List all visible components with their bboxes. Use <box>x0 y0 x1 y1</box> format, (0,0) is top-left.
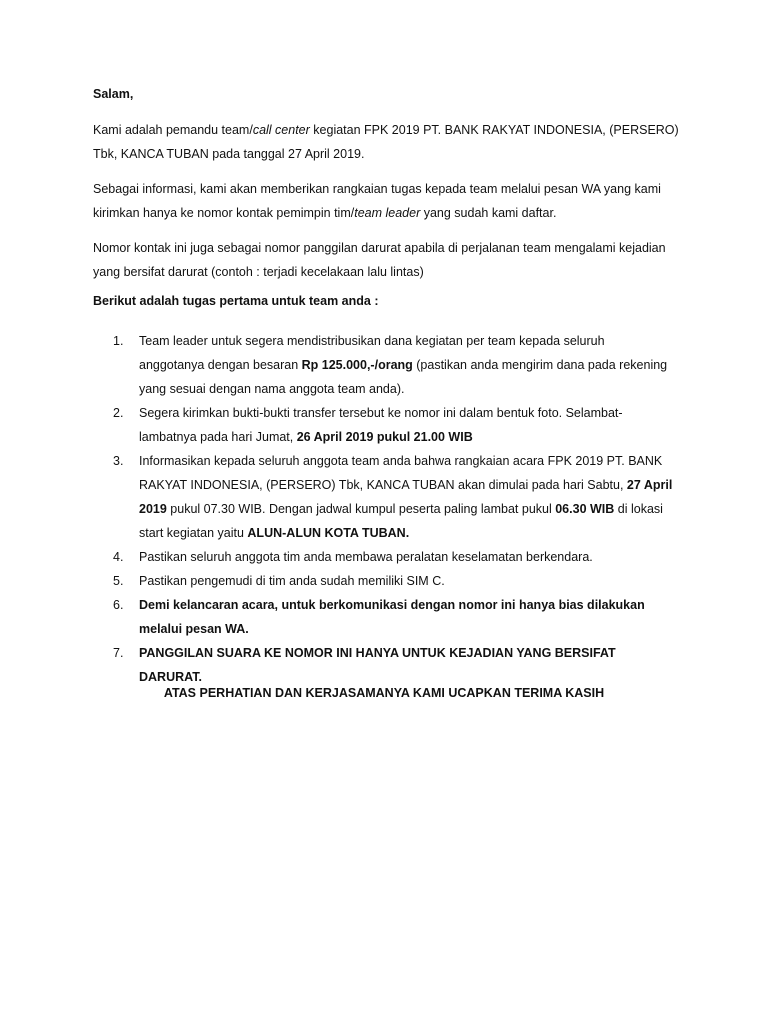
task-list <box>113 329 673 689</box>
paragraph-intro-part1: Kami adalah pemandu team/ <box>93 123 253 137</box>
list-item-number: 5. <box>113 574 124 588</box>
task-3-text-mid: pukul 07.30 WIB. Dengan jadwal kumpul peserta paling lambat pukul <box>166 502 556 516</box>
task-4-text: Pastikan seluruh anggota tim anda membawa peralatan keselamatan berkendara. <box>139 550 593 564</box>
task-intro: Berikut adalah tugas pertama untuk team anda : <box>93 294 379 308</box>
paragraph-info <box>93 177 683 225</box>
task-3-date: 27 April 2019 <box>139 478 673 516</box>
list-item <box>113 401 673 449</box>
paragraph-info-italic: team leader <box>354 206 421 220</box>
list-item <box>113 449 673 545</box>
list-item-number: 3. <box>113 454 124 468</box>
list-item <box>113 593 673 641</box>
greeting: Salam, <box>93 87 134 101</box>
task-1-bold: Rp 125.000,-/orang <box>301 358 413 372</box>
list-item-number: 4. <box>113 550 124 564</box>
task-3-text-loc: di lokasi start kegiatan yaitu <box>139 502 663 540</box>
task-3-text: Informasikan kepada seluruh anggota team anda bahwa rangkaian acara FPK 2019 PT. BANK RAKYAT INDONESIA, (PERSERO) Tbk, KANCA TUBAN akan dimulai pada hari Sabtu, <box>139 454 663 492</box>
list-item-number: 2. <box>113 406 124 420</box>
task-5-text: Pastikan pengemudi di tim anda sudah memiliki SIM C. <box>139 574 445 588</box>
paragraph-intro <box>93 118 683 166</box>
closing-statement: ATAS PERHATIAN DAN KERJASAMANYA KAMI UCAPKAN TERIMA KASIH <box>163 686 605 700</box>
list-item-number: 6. <box>113 598 124 612</box>
list-item <box>113 641 673 689</box>
task-1-text-end: (pastikan anda mengirim dana pada rekening yang sesuai dengan nama anggota team anda). <box>139 358 668 396</box>
task-1-text: Team leader untuk segera mendistribusikan dana kegiatan per team kepada seluruh anggotanya dengan besaran <box>139 334 605 372</box>
paragraph-intro-italic: call center <box>252 123 310 137</box>
task-2-bold: 26 April 2019 pukul 21.00 WIB <box>296 430 473 444</box>
task-3-time: 06.30 WIB <box>555 502 615 516</box>
task-3-location: ALUN-ALUN KOTA TUBAN. <box>247 526 410 540</box>
list-item-number: 7. <box>113 646 124 660</box>
task-2-text: Segera kirimkan bukti-bukti transfer tersebut ke nomor ini dalam bentuk foto. Selambat-lambatnya pada hari Jumat, <box>139 406 623 444</box>
list-item <box>113 329 673 401</box>
paragraph-emergency: Nomor kontak ini juga sebagai nomor panggilan darurat apabila di perjalanan team mengalami kejadian yang bersifat darurat (contoh : terjadi kecelakaan lalu lintas) <box>93 241 666 279</box>
list-item <box>113 569 673 593</box>
paragraph-intro-part2: kegiatan FPK 2019 PT. BANK RAKYAT INDONESIA, (PERSERO) Tbk, KANCA TUBAN pada tanggal 27 April 2019. <box>93 123 679 161</box>
list-item-number: 1. <box>113 334 124 348</box>
task-7-text: PANGGILAN SUARA KE NOMOR INI HANYA UNTUK KEJADIAN YANG BERSIFAT DARURAT. <box>139 646 616 684</box>
task-6-text: Demi kelancaran acara, untuk berkomunikasi dengan nomor ini hanya bias dilakukan melalui pesan WA. <box>139 598 645 636</box>
paragraph-info-part1: Sebagai informasi, kami akan memberikan rangkaian tugas kepada team melalui pesan WA yang kami kirimkan hanya ke nomor kontak pemimpin tim/ <box>93 182 661 220</box>
list-item <box>113 545 673 569</box>
paragraph-info-part2: yang sudah kami daftar. <box>420 206 557 220</box>
